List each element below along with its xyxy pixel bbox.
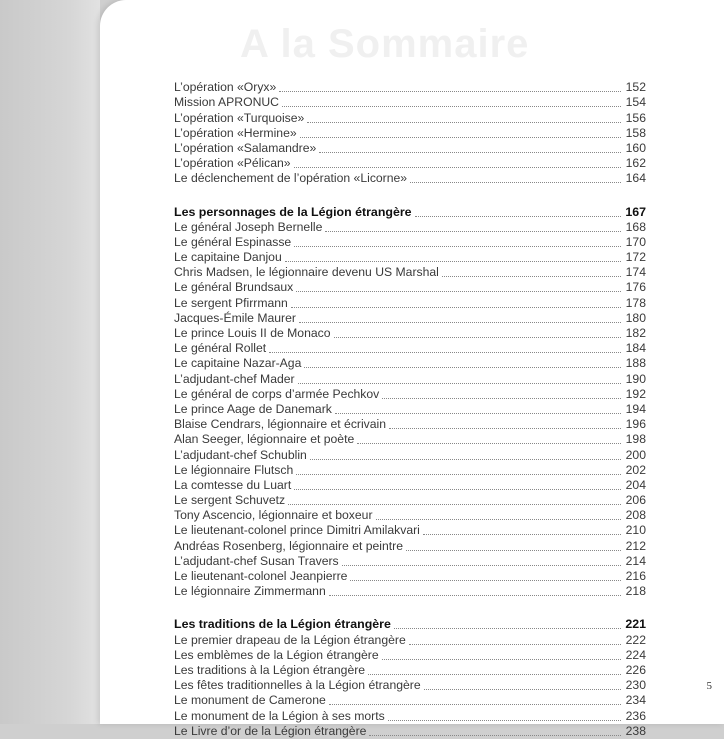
toc-entry-title: Le légionnaire Flutsch	[174, 462, 294, 477]
toc-entry-page: 188	[625, 356, 646, 371]
dot-leader	[294, 246, 621, 247]
toc-entry	[174, 141, 646, 156]
dot-leader	[388, 720, 621, 721]
dot-leader	[296, 291, 621, 292]
dot-leader	[410, 182, 621, 183]
toc-entry-page: 170	[625, 234, 646, 249]
toc-entry-page: 168	[625, 219, 646, 234]
dot-leader	[368, 674, 621, 675]
toc-entry-title: Le sergent Pfirrmann	[174, 295, 288, 310]
toc-entry-title: Le prince Louis II de Monaco	[174, 326, 331, 340]
toc-entry	[174, 387, 646, 402]
toc-entry	[174, 663, 646, 678]
toc-entry-page: 224	[625, 647, 646, 662]
toc-entry-title: Le capitaine Danjou	[174, 250, 282, 265]
toc-entry	[174, 95, 646, 110]
toc-entry	[174, 250, 646, 265]
dot-leader	[335, 413, 621, 414]
toc-entry	[174, 678, 646, 693]
dot-leader	[294, 167, 621, 168]
toc-entry-page: 208	[625, 508, 646, 523]
toc-entry-page: 204	[625, 477, 646, 492]
toc-entry-page: 160	[625, 140, 646, 155]
toc-entry	[174, 648, 646, 663]
dot-leader	[269, 352, 621, 353]
toc-entry	[174, 371, 646, 386]
toc-entry-page: 230	[625, 678, 646, 693]
toc-entry-page: 206	[625, 493, 646, 508]
dot-leader	[325, 231, 621, 232]
dot-leader	[304, 367, 621, 368]
toc-entry-page: 180	[625, 310, 646, 325]
toc-entry-page: 226	[625, 662, 646, 677]
toc-entry	[174, 724, 646, 739]
toc-entry	[174, 584, 646, 599]
faded-heading: A la Sommaire	[240, 22, 530, 66]
dot-leader	[334, 337, 621, 338]
toc-entry-title: Le prince Aage de Danemark	[174, 401, 332, 416]
toc-entry	[174, 508, 646, 523]
toc-entry	[174, 417, 646, 432]
dot-leader	[406, 550, 621, 551]
toc-entry	[174, 156, 646, 171]
section-gap	[174, 599, 646, 617]
toc-entry	[174, 295, 646, 310]
dot-leader	[394, 628, 621, 629]
dot-leader	[382, 659, 621, 660]
toc-entry-title: L’opération «Salamandre»	[174, 140, 317, 155]
toc-entry-page: 196	[625, 417, 646, 432]
section-gap	[174, 186, 646, 204]
toc-entry-page: 152	[625, 80, 646, 95]
toc-entry-page: 200	[625, 447, 646, 462]
section-heading-title: Les traditions de la Légion étrangère	[174, 617, 391, 632]
toc-entry	[174, 126, 646, 141]
toc-entry-page: 236	[625, 708, 646, 723]
toc-entry-page: 202	[625, 462, 646, 477]
toc-entry-page: 176	[625, 280, 646, 295]
dot-leader	[342, 565, 621, 566]
toc-entry-title: L’adjudant-chef Mader	[174, 371, 295, 386]
toc-entry-title: Mission APRONUC	[174, 95, 279, 110]
toc-entry-title: Le lieutenant-colonel Jeanpierre	[174, 569, 348, 583]
toc-entry	[174, 235, 646, 250]
background-surface	[0, 0, 100, 724]
toc-entry-page: 214	[625, 553, 646, 568]
dot-leader	[285, 261, 621, 262]
section-heading	[174, 204, 646, 219]
toc-entry-title: Le légionnaire Zimmermann	[174, 584, 326, 599]
dot-leader	[300, 137, 621, 138]
toc-entry-title: Le lieutenant-colonel prince Dimitri Amilakvari	[174, 523, 420, 538]
toc-entry-title: Tony Ascencio, légionnaire et boxeur	[174, 508, 373, 523]
toc-entry-page: 158	[625, 125, 646, 140]
dot-leader	[319, 152, 621, 153]
toc-entry-title: Le général Joseph Bernelle	[174, 219, 323, 234]
toc-entry-title: Le monument de la Légion à ses morts	[174, 708, 385, 723]
toc-entry	[174, 632, 646, 647]
toc-entry-title: Le premier drapeau de la Légion étrangère	[174, 632, 406, 647]
dot-leader	[442, 276, 621, 277]
book-page	[100, 0, 724, 738]
toc-entry	[174, 326, 646, 341]
toc-entry-page: 216	[625, 569, 646, 583]
toc-entry-title: L’opération «Hermine»	[174, 125, 297, 140]
toc-entry-title: Chris Madsen, le légionnaire devenu US Marshal	[174, 265, 439, 280]
toc-entry-page: 154	[625, 95, 646, 110]
toc-entry	[174, 311, 646, 326]
toc-entry-page: 198	[625, 432, 646, 447]
toc-entry-title: La comtesse du Luart	[174, 477, 292, 492]
toc-entry-page: 218	[625, 584, 646, 599]
toc-entry-title: L’opération «Turquoise»	[174, 110, 305, 125]
toc-entry-title: Le sergent Schuvetz	[174, 493, 286, 508]
toc-entry-title: Les emblèmes de la Légion étrangère	[174, 647, 379, 662]
toc-entry-title: L’adjudant-chef Schublin	[174, 447, 307, 462]
toc-entry-page: 178	[625, 295, 646, 310]
toc-entry-title: Alan Seeger, légionnaire et poète	[174, 432, 355, 447]
toc-entry	[174, 220, 646, 235]
toc-entry-page: 210	[625, 523, 646, 538]
dot-leader	[350, 580, 621, 581]
toc-entry-title: Andréas Rosenberg, légionnaire et peintre	[174, 538, 404, 553]
dot-leader	[288, 504, 621, 505]
toc-entry-page: 182	[625, 326, 646, 340]
toc-entry	[174, 80, 646, 95]
toc-entry	[174, 708, 646, 723]
toc-entry	[174, 402, 646, 417]
toc-entry-title: Le capitaine Nazar-Aga	[174, 356, 302, 371]
dot-leader	[299, 322, 621, 323]
toc-entry-title: Le général Espinasse	[174, 234, 292, 249]
dot-leader	[389, 428, 621, 429]
toc-entry-title: L’adjudant-chef Susan Travers	[174, 553, 339, 568]
toc-entry	[174, 554, 646, 569]
toc-entry	[174, 432, 646, 447]
toc-entry-title: Le général Rollet	[174, 341, 267, 356]
toc-entry-page: 212	[625, 538, 646, 553]
toc-entry-title: Les fêtes traditionnelles à la Légion étrangère	[174, 678, 421, 693]
toc-entry-page: 172	[625, 250, 646, 265]
dot-leader	[310, 459, 621, 460]
toc-entry-page: 184	[625, 341, 646, 356]
toc-entry	[174, 356, 646, 371]
toc-entry	[174, 265, 646, 280]
dot-leader	[296, 474, 621, 475]
dot-leader	[329, 595, 621, 596]
dot-leader	[279, 91, 621, 92]
toc-entry-title: Le monument de Camerone	[174, 693, 326, 708]
toc-entry-title: Les traditions à la Légion étrangère	[174, 662, 366, 677]
dot-leader	[298, 383, 621, 384]
dot-leader	[291, 307, 621, 308]
toc-entry-page: 174	[625, 265, 646, 280]
toc-entry-title: L’opération «Pélican»	[174, 156, 291, 171]
toc-entry	[174, 493, 646, 508]
toc-entry-title: L’opération «Oryx»	[174, 80, 277, 95]
toc-entry-title: Le déclenchement de l’opération «Licorne»	[174, 171, 408, 186]
toc-entry	[174, 110, 646, 125]
toc-entry	[174, 447, 646, 462]
dot-leader	[369, 735, 621, 736]
section-heading	[174, 617, 646, 632]
toc-entry-title: Le général de corps d’armée Pechkov	[174, 386, 380, 401]
section-heading-page: 221	[625, 617, 646, 632]
dot-leader	[294, 489, 621, 490]
toc-entry	[174, 693, 646, 708]
toc-entry	[174, 569, 646, 584]
toc-entry-page: 222	[625, 632, 646, 647]
toc-entry-page: 238	[625, 723, 646, 738]
dot-leader	[307, 122, 621, 123]
dot-leader	[329, 704, 621, 705]
toc-entry	[174, 478, 646, 493]
dot-leader	[382, 398, 621, 399]
dot-leader	[282, 106, 621, 107]
toc-entry-page: 194	[625, 401, 646, 416]
toc-entry	[174, 463, 646, 478]
toc-entry	[174, 341, 646, 356]
dot-leader	[415, 216, 621, 217]
dot-leader	[424, 689, 621, 690]
toc-entry-title: Le Livre d’or de la Légion étrangère	[174, 723, 367, 738]
toc-entry	[174, 523, 646, 538]
toc-entry	[174, 280, 646, 295]
toc-entry-page: 156	[625, 110, 646, 125]
toc-entry	[174, 171, 646, 186]
toc-entry-title: Blaise Cendrars, légionnaire et écrivain	[174, 417, 387, 432]
toc-entry	[174, 538, 646, 553]
dot-leader	[423, 534, 621, 535]
table-of-contents	[174, 80, 646, 739]
section-heading-title: Les personnages de la Légion étrangère	[174, 204, 412, 219]
toc-entry-page: 190	[625, 371, 646, 386]
toc-entry-page: 192	[625, 386, 646, 401]
dot-leader	[357, 443, 621, 444]
section-heading-page: 167	[625, 204, 646, 219]
dot-leader	[409, 644, 621, 645]
toc-entry-page: 162	[625, 156, 646, 171]
toc-entry-page: 164	[625, 171, 646, 186]
toc-entry-title: Le général Brundsaux	[174, 280, 294, 295]
toc-entry-page: 234	[625, 693, 646, 708]
dot-leader	[376, 519, 621, 520]
page-number: 5	[706, 680, 712, 692]
toc-entry-title: Jacques-Émile Maurer	[174, 310, 296, 325]
